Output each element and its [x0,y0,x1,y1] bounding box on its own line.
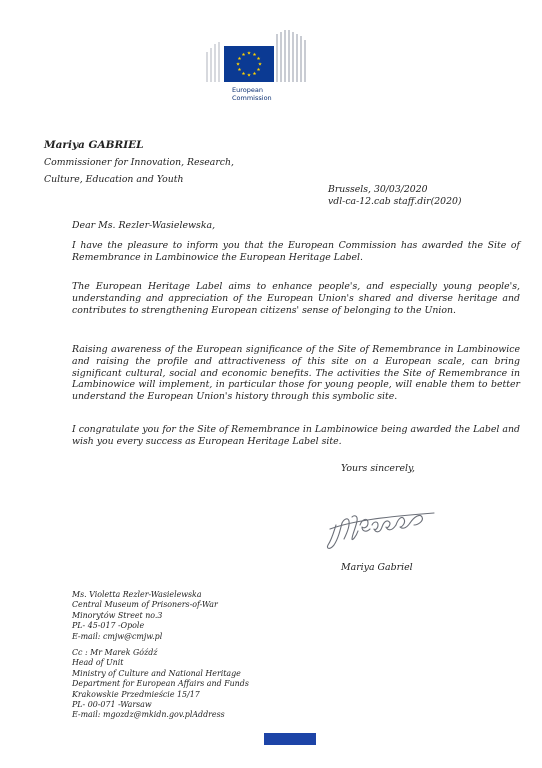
author-name: Mariya GABRIEL [44,139,144,151]
reference-line: vdl-ca-12.cab staff.dir(2020) [328,195,462,207]
author-role-line: Culture, Education and Youth [44,173,184,185]
address-line: Department for European Affairs and Funds [72,679,249,689]
body-paragraph: Raising awareness of the European significance of the Site of Remembrance in Lambinowice and raising the profile and attractiveness of this site on a European scale, can bring significant cultural, social and economic benefits. The activities the Site of Remembrance in Lambinowice will implement, in particular those for young people, will enable them to better understand the European Union's history through this symbolic site. [72,344,520,403]
recipient-address [72,590,218,642]
address-line: Central Museum of Prisoners-of-War [72,600,218,610]
footer-eu-bar [264,733,316,745]
address-line: Krakowskie Przedmieście 15/17 [72,689,200,699]
author-role [44,155,274,188]
handwritten-signature [322,495,442,555]
email-line: E-mail: mgozdz@mkidn.gov.plAddress [72,710,225,720]
closing: Yours sincerely, [341,463,416,474]
author-role-line: Commissioner for Innovation, Research, [44,157,234,168]
logo-wordmark [232,86,312,102]
address-line: Cc : Mr Marek Góźdź [72,648,158,657]
place-date [328,184,498,207]
address-line: Ms. Violetta Rezler-Wasielewska [72,590,202,599]
email-line: E-mail: cmjw@cmjw.pl [72,631,163,641]
address-line: PL- 00-071 -Warsaw [72,700,152,710]
address-line: Head of Unit [72,658,124,668]
signer-name: Mariya Gabriel [341,562,413,573]
address-line: PL- 45-017 -Opole [72,621,145,631]
logo-line2: Commission [232,94,272,102]
body-paragraph: I congratulate you for the Site of Remembrance in Lambinowice being awarded the Label and wish you every success as European Heritage Label site. [72,424,520,447]
cc-address [72,648,249,721]
body-paragraph: I have the pleasure to inform you that the European Commission has awarded the Site of Remembrance in Lambinowice the European Heritage Label. [72,240,520,263]
place-date-line: Brussels, 30/03/2020 [328,184,428,195]
address-line: Ministry of Culture and National Heritage [72,668,241,678]
logo-line1: European [232,86,263,94]
address-line: Minorytów Street no.3 [72,610,163,620]
body-paragraph: The European Heritage Label aims to enhance people's, and especially young people's, understanding and appreciation of the European Union's shared and diverse heritage and contributes to strengthening European citizens' sense of belonging to the Union. [72,281,520,316]
salutation: Dear Ms. Rezler-Wasielewska, [72,220,216,231]
